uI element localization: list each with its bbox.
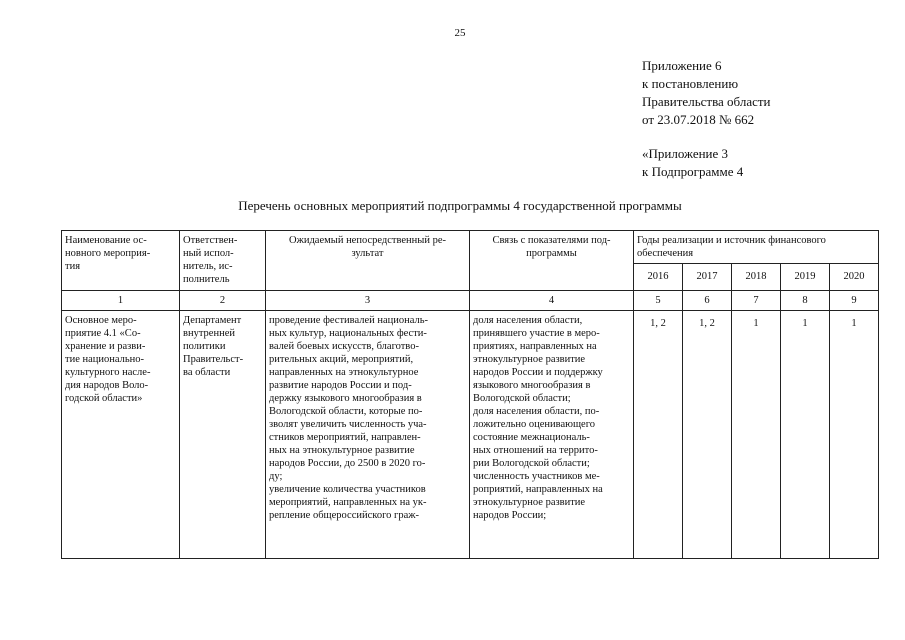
annex-line: к постановлению — [642, 76, 739, 91]
row-result-line: стников мероприятий, направлен- — [269, 432, 421, 443]
row-link-line: принявшего участие в меро- — [473, 328, 600, 339]
header-result-line: зультат — [351, 248, 384, 259]
header-responsible-line: полнитель — [183, 274, 230, 285]
row-result-line: народов России, до 2500 в 2020 го- — [269, 458, 426, 469]
table-column-numbers-row — [62, 291, 879, 311]
row-link-line: ных отношений на террито- — [473, 445, 598, 456]
year-header-cell: 2020 — [830, 264, 879, 291]
row-result-line: развитие народов России и под- — [269, 380, 412, 391]
column-number-cell: 6 — [683, 291, 732, 311]
year-header-cell: 2018 — [732, 264, 781, 291]
annex-reference-block — [642, 145, 743, 181]
annex-reference-line: к Подпрограмме 4 — [642, 164, 744, 179]
table-row — [62, 311, 879, 559]
row-result-line: рительных акций, мероприятий, — [269, 354, 414, 365]
row-link-line: этнокультурное развитие — [473, 497, 586, 508]
year-header-cell: 2019 — [781, 264, 830, 291]
header-result-line: Ожидаемый непосредственный ре- — [289, 235, 446, 246]
header-name-line: новного мероприя- — [65, 248, 151, 259]
column-number-cell: 3 — [266, 291, 470, 311]
row-result-line: направленных на этнокультурное — [269, 367, 419, 378]
row-name-line: приятие 4.1 «Со- — [65, 328, 141, 339]
row-value-2018: 1 — [732, 311, 781, 559]
row-value-2016: 1, 2 — [634, 311, 683, 559]
row-link-line: языкового многообразия в — [473, 380, 591, 391]
row-link-line: состояние межнациональ- — [473, 432, 590, 443]
header-result — [266, 231, 470, 291]
annex-line: от 23.07.2018 № 662 — [642, 112, 755, 127]
column-number-cell: 4 — [470, 291, 634, 311]
row-result-line: репление общероссийского граж- — [269, 510, 419, 521]
measures-table — [61, 230, 879, 559]
row-name-line: Основное меро- — [65, 315, 137, 326]
row-responsible-line: внутренней — [183, 328, 235, 339]
row-link-cell — [470, 311, 634, 559]
row-responsible-cell — [180, 311, 266, 559]
row-link-line: численность участников ме- — [473, 471, 600, 482]
row-name-line: тие национально- — [65, 354, 145, 365]
year-header-cell: 2016 — [634, 264, 683, 291]
row-result-line: ду; — [269, 471, 283, 482]
row-name-line: дия народов Воло- — [65, 380, 149, 391]
header-years — [634, 231, 879, 264]
row-result-line: мероприятий, направленных на ук- — [269, 497, 427, 508]
row-result-line: Вологодской области, которые по- — [269, 406, 423, 417]
row-result-line: зволят увеличить численность уча- — [269, 419, 427, 430]
row-value-2017: 1, 2 — [683, 311, 732, 559]
row-name-line: хранение и разви- — [65, 341, 146, 352]
row-result-line: держку языкового многообразия в — [269, 393, 422, 404]
row-link-line: ложительно оценивающего — [473, 419, 596, 430]
row-name-line: культурного насле- — [65, 367, 151, 378]
row-result-line: ных культур, национальных фести- — [269, 328, 427, 339]
row-responsible-line: политики — [183, 341, 226, 352]
row-name-cell — [62, 311, 180, 559]
row-result-line: валей боевых искусств, благотво- — [269, 341, 419, 352]
header-name-line: тия — [65, 261, 81, 272]
column-number-cell: 2 — [180, 291, 266, 311]
row-link-line: Вологодской области; — [473, 393, 571, 404]
table-header-row — [62, 231, 879, 264]
row-link-line: народов России; — [473, 510, 547, 521]
row-link-line: народов России и поддержку — [473, 367, 603, 378]
header-name-line: Наименование ос- — [65, 235, 147, 246]
header-link — [470, 231, 634, 291]
page-number: 25 — [454, 27, 466, 39]
row-name-line: годской области» — [65, 393, 143, 404]
row-result-line: ных на этнокультурное развитие — [269, 445, 415, 456]
annex-line: Правительства области — [642, 94, 771, 109]
row-responsible-line: Департамент — [183, 315, 242, 326]
row-result-cell — [266, 311, 470, 559]
row-link-line: доля населения области, по- — [473, 406, 600, 417]
document-title: Перечень основных мероприятий подпрограммы 4 государственной программы — [238, 198, 682, 213]
annex-line: Приложение 6 — [642, 58, 722, 73]
row-responsible-line: ва области — [183, 367, 231, 378]
row-result-line: увеличение количества участников — [269, 484, 426, 495]
column-number-cell: 9 — [830, 291, 879, 311]
row-responsible-line: Правительст- — [183, 354, 244, 365]
row-link-line: приятиях, направленных на — [473, 341, 597, 352]
header-responsible-line: ный испол- — [183, 248, 234, 259]
header-responsible — [180, 231, 266, 291]
row-value-2020: 1 — [830, 311, 879, 559]
column-number-cell: 8 — [781, 291, 830, 311]
header-link-line: программы — [526, 248, 577, 259]
header-name — [62, 231, 180, 291]
column-number-cell: 5 — [634, 291, 683, 311]
header-responsible-line: нитель, ис- — [183, 261, 233, 272]
header-years-line: обеспечения — [637, 248, 694, 259]
row-link-line: доля населения области, — [473, 315, 583, 326]
row-link-line: этнокультурное развитие — [473, 354, 586, 365]
year-header-cell: 2017 — [683, 264, 732, 291]
column-number-cell: 1 — [62, 291, 180, 311]
column-number-cell: 7 — [732, 291, 781, 311]
row-value-2019: 1 — [781, 311, 830, 559]
annex-block — [642, 57, 771, 129]
header-link-line: Связь с показателями под- — [492, 235, 611, 246]
header-years-line: Годы реализации и источник финансового — [637, 235, 826, 246]
row-link-line: роприятий, направленных на — [473, 484, 603, 495]
row-link-line: рии Вологодской области; — [473, 458, 590, 469]
annex-reference-line: «Приложение 3 — [642, 146, 729, 161]
header-responsible-line: Ответствен- — [183, 235, 238, 246]
row-result-line: проведение фестивалей националь- — [269, 315, 429, 326]
